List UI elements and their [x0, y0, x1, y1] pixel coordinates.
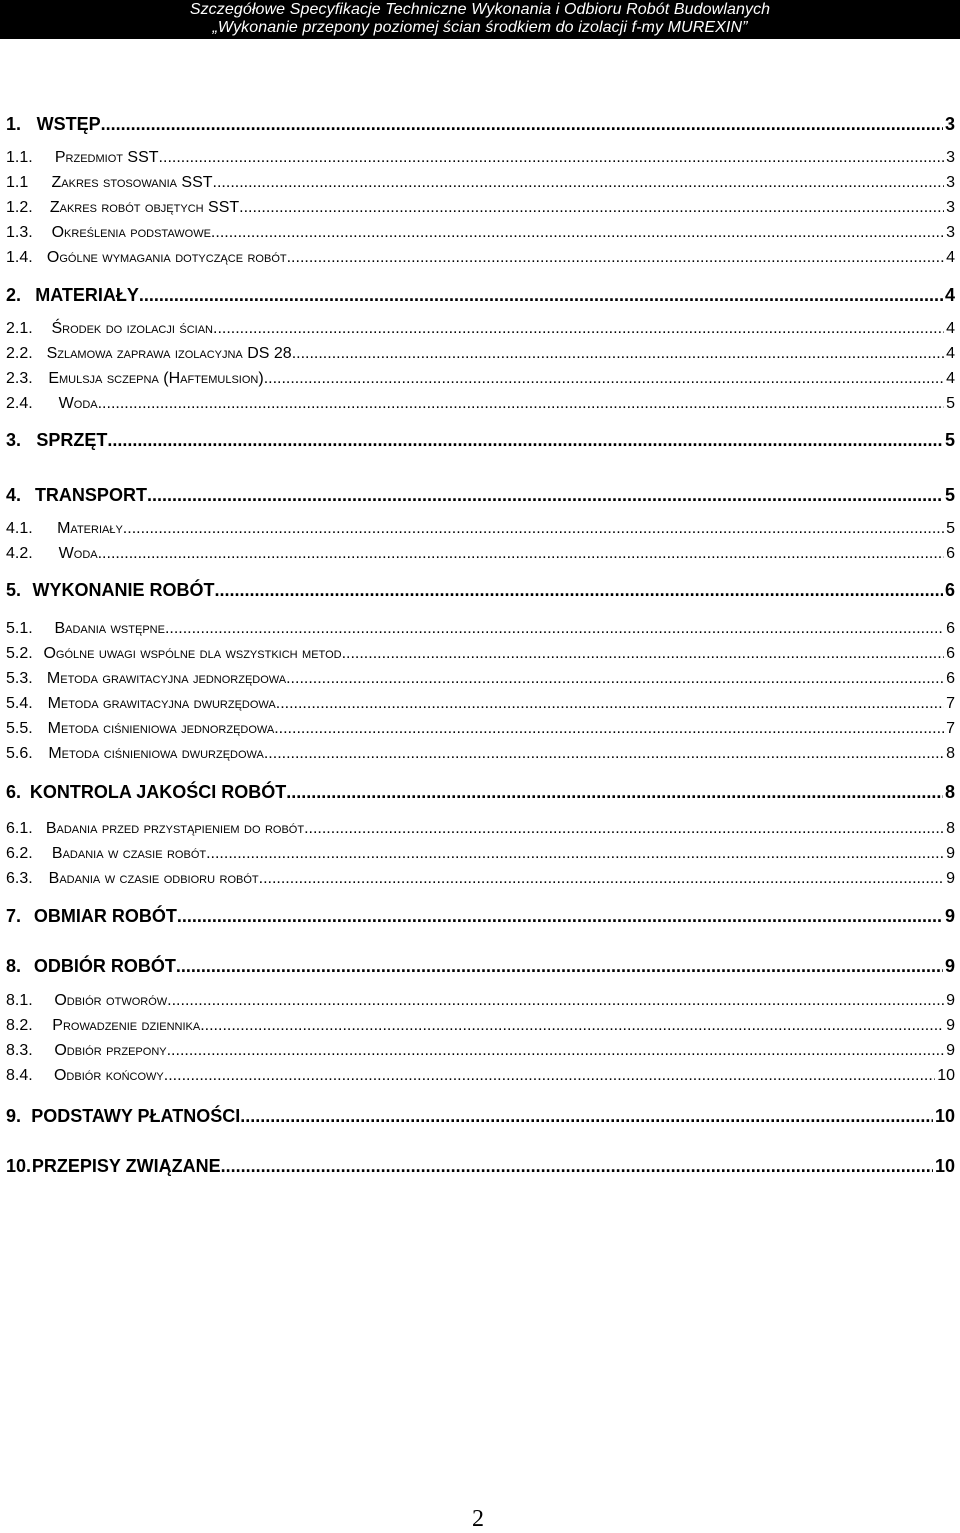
toc-entry[interactable] — [6, 174, 960, 199]
toc-entry-number: 1.1. — [6, 149, 33, 166]
toc-entry-number: 5.1. — [6, 620, 33, 637]
toc-entry[interactable] — [6, 395, 960, 420]
toc-dot-leader — [240, 1106, 933, 1127]
toc-entry[interactable] — [6, 1042, 960, 1067]
toc-entry[interactable] — [6, 114, 960, 139]
toc-dot-leader — [239, 199, 944, 217]
toc-entry-page: 10 — [937, 1067, 955, 1084]
toc-entry-title: PODSTAWY PŁATNOŚCI — [31, 1106, 241, 1126]
toc-dot-leader — [159, 149, 945, 167]
toc-entry-page: 5 — [944, 430, 955, 450]
toc-dot-leader — [176, 956, 943, 977]
toc-entry[interactable] — [6, 906, 960, 931]
toc-dot-leader — [259, 870, 944, 888]
toc-dot-leader — [123, 520, 944, 538]
toc-entry[interactable] — [6, 992, 960, 1017]
toc-entry-title: Szlamowa zaprawa izolacyjna DS 28 — [46, 345, 292, 362]
toc-entry-title: WYKONANIE ROBÓT — [32, 580, 215, 600]
toc-entry-number: 6.2. — [6, 845, 33, 862]
toc-entry-title: Materiały — [57, 520, 123, 537]
toc-entry-page: 3 — [946, 224, 955, 241]
toc-entry[interactable] — [6, 956, 960, 981]
toc-entry-title: Prowadzenie dziennika — [52, 1017, 201, 1034]
toc-entry-page: 3 — [946, 149, 955, 166]
toc-entry-title: Odbiór otworów — [54, 992, 168, 1009]
toc-entry-page: 5 — [946, 395, 955, 412]
toc-dot-leader — [287, 249, 944, 267]
toc-dot-leader — [221, 1156, 933, 1177]
toc-entry-page: 7 — [946, 720, 955, 737]
toc-entry-page: 9 — [944, 956, 955, 976]
toc-entry-page: 9 — [946, 1017, 955, 1034]
toc-entry-page: 9 — [946, 845, 955, 862]
toc-entry-number: 2.1. — [6, 320, 33, 337]
toc-entry-number: 7. — [6, 906, 22, 926]
toc-entry-number: 6.3. — [6, 870, 33, 887]
toc-entry[interactable] — [6, 199, 960, 224]
toc-entry-page: 3 — [946, 174, 955, 191]
toc-entry-page: 6 — [946, 620, 955, 637]
toc-entry-page: 9 — [946, 870, 955, 887]
toc-entry[interactable] — [6, 1017, 960, 1042]
page-number: 2 — [472, 1506, 484, 1532]
toc-entry[interactable] — [6, 485, 960, 510]
toc-entry[interactable] — [6, 782, 960, 807]
toc-entry-number: 6.1. — [6, 820, 33, 837]
toc-entry-number: 5.5. — [6, 720, 33, 737]
toc-entry-number: 3. — [6, 430, 22, 450]
toc-dot-leader — [98, 545, 944, 563]
toc-entry-title: Badania przed przystąpieniem do robót — [45, 820, 305, 837]
toc-entry-number: 1.1 — [6, 174, 29, 191]
toc-entry-page: 10 — [934, 1106, 955, 1126]
toc-entry-number: 8.4. — [6, 1067, 33, 1084]
toc-entry[interactable] — [6, 1156, 960, 1181]
toc-dot-leader — [98, 395, 944, 413]
toc-entry-number: 6. — [6, 782, 22, 802]
toc-entry-page: 9 — [944, 906, 955, 926]
toc-entry-title: Metoda grawitacyjna dwurzędowa — [47, 695, 276, 712]
toc-entry-number: 5.6. — [6, 745, 33, 762]
toc-entry-number: 5.3. — [6, 670, 33, 687]
toc-dot-leader — [147, 485, 943, 506]
toc-entry[interactable] — [6, 580, 960, 605]
toc-dot-leader — [292, 345, 944, 363]
toc-dot-leader — [213, 174, 945, 192]
toc-entry-title: Odbiór końcowy — [53, 1067, 164, 1084]
toc-entry-page: 8 — [946, 745, 955, 762]
toc-entry[interactable] — [6, 430, 960, 455]
toc-entry-title: Odbiór przepony — [54, 1042, 167, 1059]
toc-entry-title: Zakres robót objętych SST — [49, 199, 240, 216]
toc-entry[interactable] — [6, 745, 960, 770]
toc-entry[interactable] — [6, 345, 960, 370]
toc-entry-page: 4 — [944, 285, 955, 305]
toc-entry-number: 9. — [6, 1106, 22, 1126]
toc-dot-leader — [276, 695, 944, 713]
toc-dot-leader — [177, 906, 943, 927]
toc-entry[interactable] — [6, 285, 960, 310]
toc-entry-title: Ogólne wymagania dotyczące robót — [46, 249, 287, 266]
toc-dot-leader — [165, 620, 944, 638]
toc-dot-leader — [274, 720, 944, 738]
toc-entry-number: 5.2. — [6, 645, 33, 662]
toc-dot-leader — [101, 114, 943, 135]
toc-entry[interactable] — [6, 845, 960, 870]
toc-entry[interactable] — [6, 670, 960, 695]
toc-entry-title: ODBIÓR ROBÓT — [33, 956, 176, 976]
toc-dot-leader — [167, 1042, 944, 1060]
toc-entry-number: 2.2. — [6, 345, 33, 362]
toc-entry[interactable] — [6, 695, 960, 720]
toc-entry-title: Badania w czasie robót — [51, 845, 207, 862]
toc-entry-number: 5. — [6, 580, 22, 600]
toc-entry-page: 3 — [946, 199, 955, 216]
toc-dot-leader — [213, 320, 944, 338]
toc-dot-leader — [304, 820, 944, 838]
toc-entry-title: Określenia podstawowe — [51, 224, 211, 241]
toc-entry[interactable] — [6, 1106, 960, 1131]
toc-entry-title: Badania wstępne — [54, 620, 165, 637]
toc-entry[interactable] — [6, 370, 960, 395]
toc-entry[interactable] — [6, 520, 960, 545]
toc-entry[interactable] — [6, 720, 960, 745]
page-header — [0, 0, 960, 39]
toc-entry-title: TRANSPORT — [34, 485, 147, 505]
toc-entry-number: 1. — [6, 114, 22, 134]
toc-entry[interactable] — [6, 645, 960, 670]
toc-dot-leader — [264, 370, 944, 388]
toc-entry-page: 7 — [946, 695, 955, 712]
toc-entry-page: 10 — [934, 1156, 955, 1176]
toc-entry-page: 9 — [946, 1042, 955, 1059]
toc-entry-title: Badania w czasie odbioru robót — [48, 870, 259, 887]
toc-entry-number: 8.3. — [6, 1042, 33, 1059]
toc-entry-title: Woda — [58, 545, 98, 562]
toc-entry-title: Przedmiot SST — [54, 149, 159, 166]
toc-entry[interactable] — [6, 320, 960, 345]
toc-entry-page: 6 — [946, 645, 955, 662]
toc-entry-page: 4 — [946, 320, 955, 337]
toc-entry[interactable] — [6, 545, 960, 570]
toc-dot-leader — [200, 1017, 944, 1035]
toc-entry-title: Emulsja sczepna (Haftemulsion) — [48, 370, 264, 387]
toc-entry-number: 1.2. — [6, 199, 33, 216]
toc-entry[interactable] — [6, 1067, 960, 1092]
toc-entry[interactable] — [6, 870, 960, 895]
toc-entry[interactable] — [6, 149, 960, 174]
toc-entry-title: Metoda grawitacyjna jednorzędowa — [46, 670, 287, 687]
toc-entry-title: Środek do izolacji ścian — [51, 320, 213, 337]
toc-entry-title: Metoda ciśnieniowa jednorzędowa — [47, 720, 275, 737]
toc-dot-leader — [286, 670, 944, 688]
toc-entry-title: Metoda ciśnieniowa dwurzędowa — [48, 745, 264, 762]
toc-entry-number: 2.4. — [6, 395, 33, 412]
toc-entry-title: Ogólne uwagi wspólne dla wszystkich metod — [43, 645, 342, 662]
toc-dot-leader — [107, 430, 943, 451]
toc-dot-leader — [342, 645, 945, 663]
toc-dot-leader — [164, 1067, 935, 1085]
toc-entry-title: OBMIAR ROBÓT — [33, 906, 177, 926]
toc-entry-title: SPRZĘT — [36, 430, 108, 450]
toc-entry-title: MATERIAŁY — [35, 285, 139, 305]
toc-entry-number: 2. — [6, 285, 22, 305]
toc-entry[interactable] — [6, 249, 960, 274]
toc-entry-number: 4.1. — [6, 520, 33, 537]
toc-dot-leader — [139, 285, 943, 306]
toc-entry-page: 4 — [946, 370, 955, 387]
header-title-line: Szczegółowe Specyfikacje Techniczne Wykonania i Odbioru Robót Budowlanych — [189, 1, 771, 18]
toc-entry-title: PRZEPISY ZWIĄZANE — [31, 1156, 221, 1176]
toc-entry[interactable] — [6, 820, 960, 845]
toc-entry-number: 8.1. — [6, 992, 33, 1009]
toc-entry-number: 10. — [6, 1156, 32, 1176]
header-subtitle-line: „Wykonanie przepony poziomej ścian środkiem do izolacji f-my MUREXIN” — [212, 19, 748, 36]
toc-entry-page: 6 — [946, 545, 955, 562]
toc-entry-number: 4. — [6, 485, 22, 505]
toc-dot-leader — [214, 580, 943, 601]
toc-entry[interactable] — [6, 620, 960, 645]
toc-entry[interactable] — [6, 224, 960, 249]
toc-dot-leader — [286, 782, 943, 803]
toc-entry-number: 5.4. — [6, 695, 33, 712]
toc-entry-title: Zakres stosowania SST — [51, 174, 213, 191]
toc-entry-page: 4 — [946, 345, 955, 362]
toc-entry-page: 8 — [944, 782, 955, 802]
toc-entry-number: 1.4. — [6, 249, 33, 266]
toc-entry-title: Woda — [58, 395, 98, 412]
toc-entry-page: 6 — [946, 670, 955, 687]
toc-entry-number: 1.3. — [6, 224, 33, 241]
toc-entry-title: KONTROLA JAKOŚCI ROBÓT — [29, 782, 287, 802]
toc-dot-leader — [167, 992, 944, 1010]
toc-entry-number: 4.2. — [6, 545, 33, 562]
toc-dot-leader — [211, 224, 944, 242]
toc-entry-page: 9 — [946, 992, 955, 1009]
toc-entry-title: WSTĘP — [36, 114, 101, 134]
toc-entry-page: 4 — [946, 249, 955, 266]
toc-dot-leader — [264, 745, 944, 763]
toc-entry-number: 8.2. — [6, 1017, 33, 1034]
toc-entry-number: 2.3. — [6, 370, 33, 387]
toc-entry-page: 8 — [946, 820, 955, 837]
toc-entry-page: 3 — [944, 114, 955, 134]
toc-entry-page: 5 — [944, 485, 955, 505]
toc-dot-leader — [206, 845, 944, 863]
toc-entry-page: 5 — [946, 520, 955, 537]
toc-entry-number: 8. — [6, 956, 22, 976]
toc-entry-page: 6 — [944, 580, 955, 600]
